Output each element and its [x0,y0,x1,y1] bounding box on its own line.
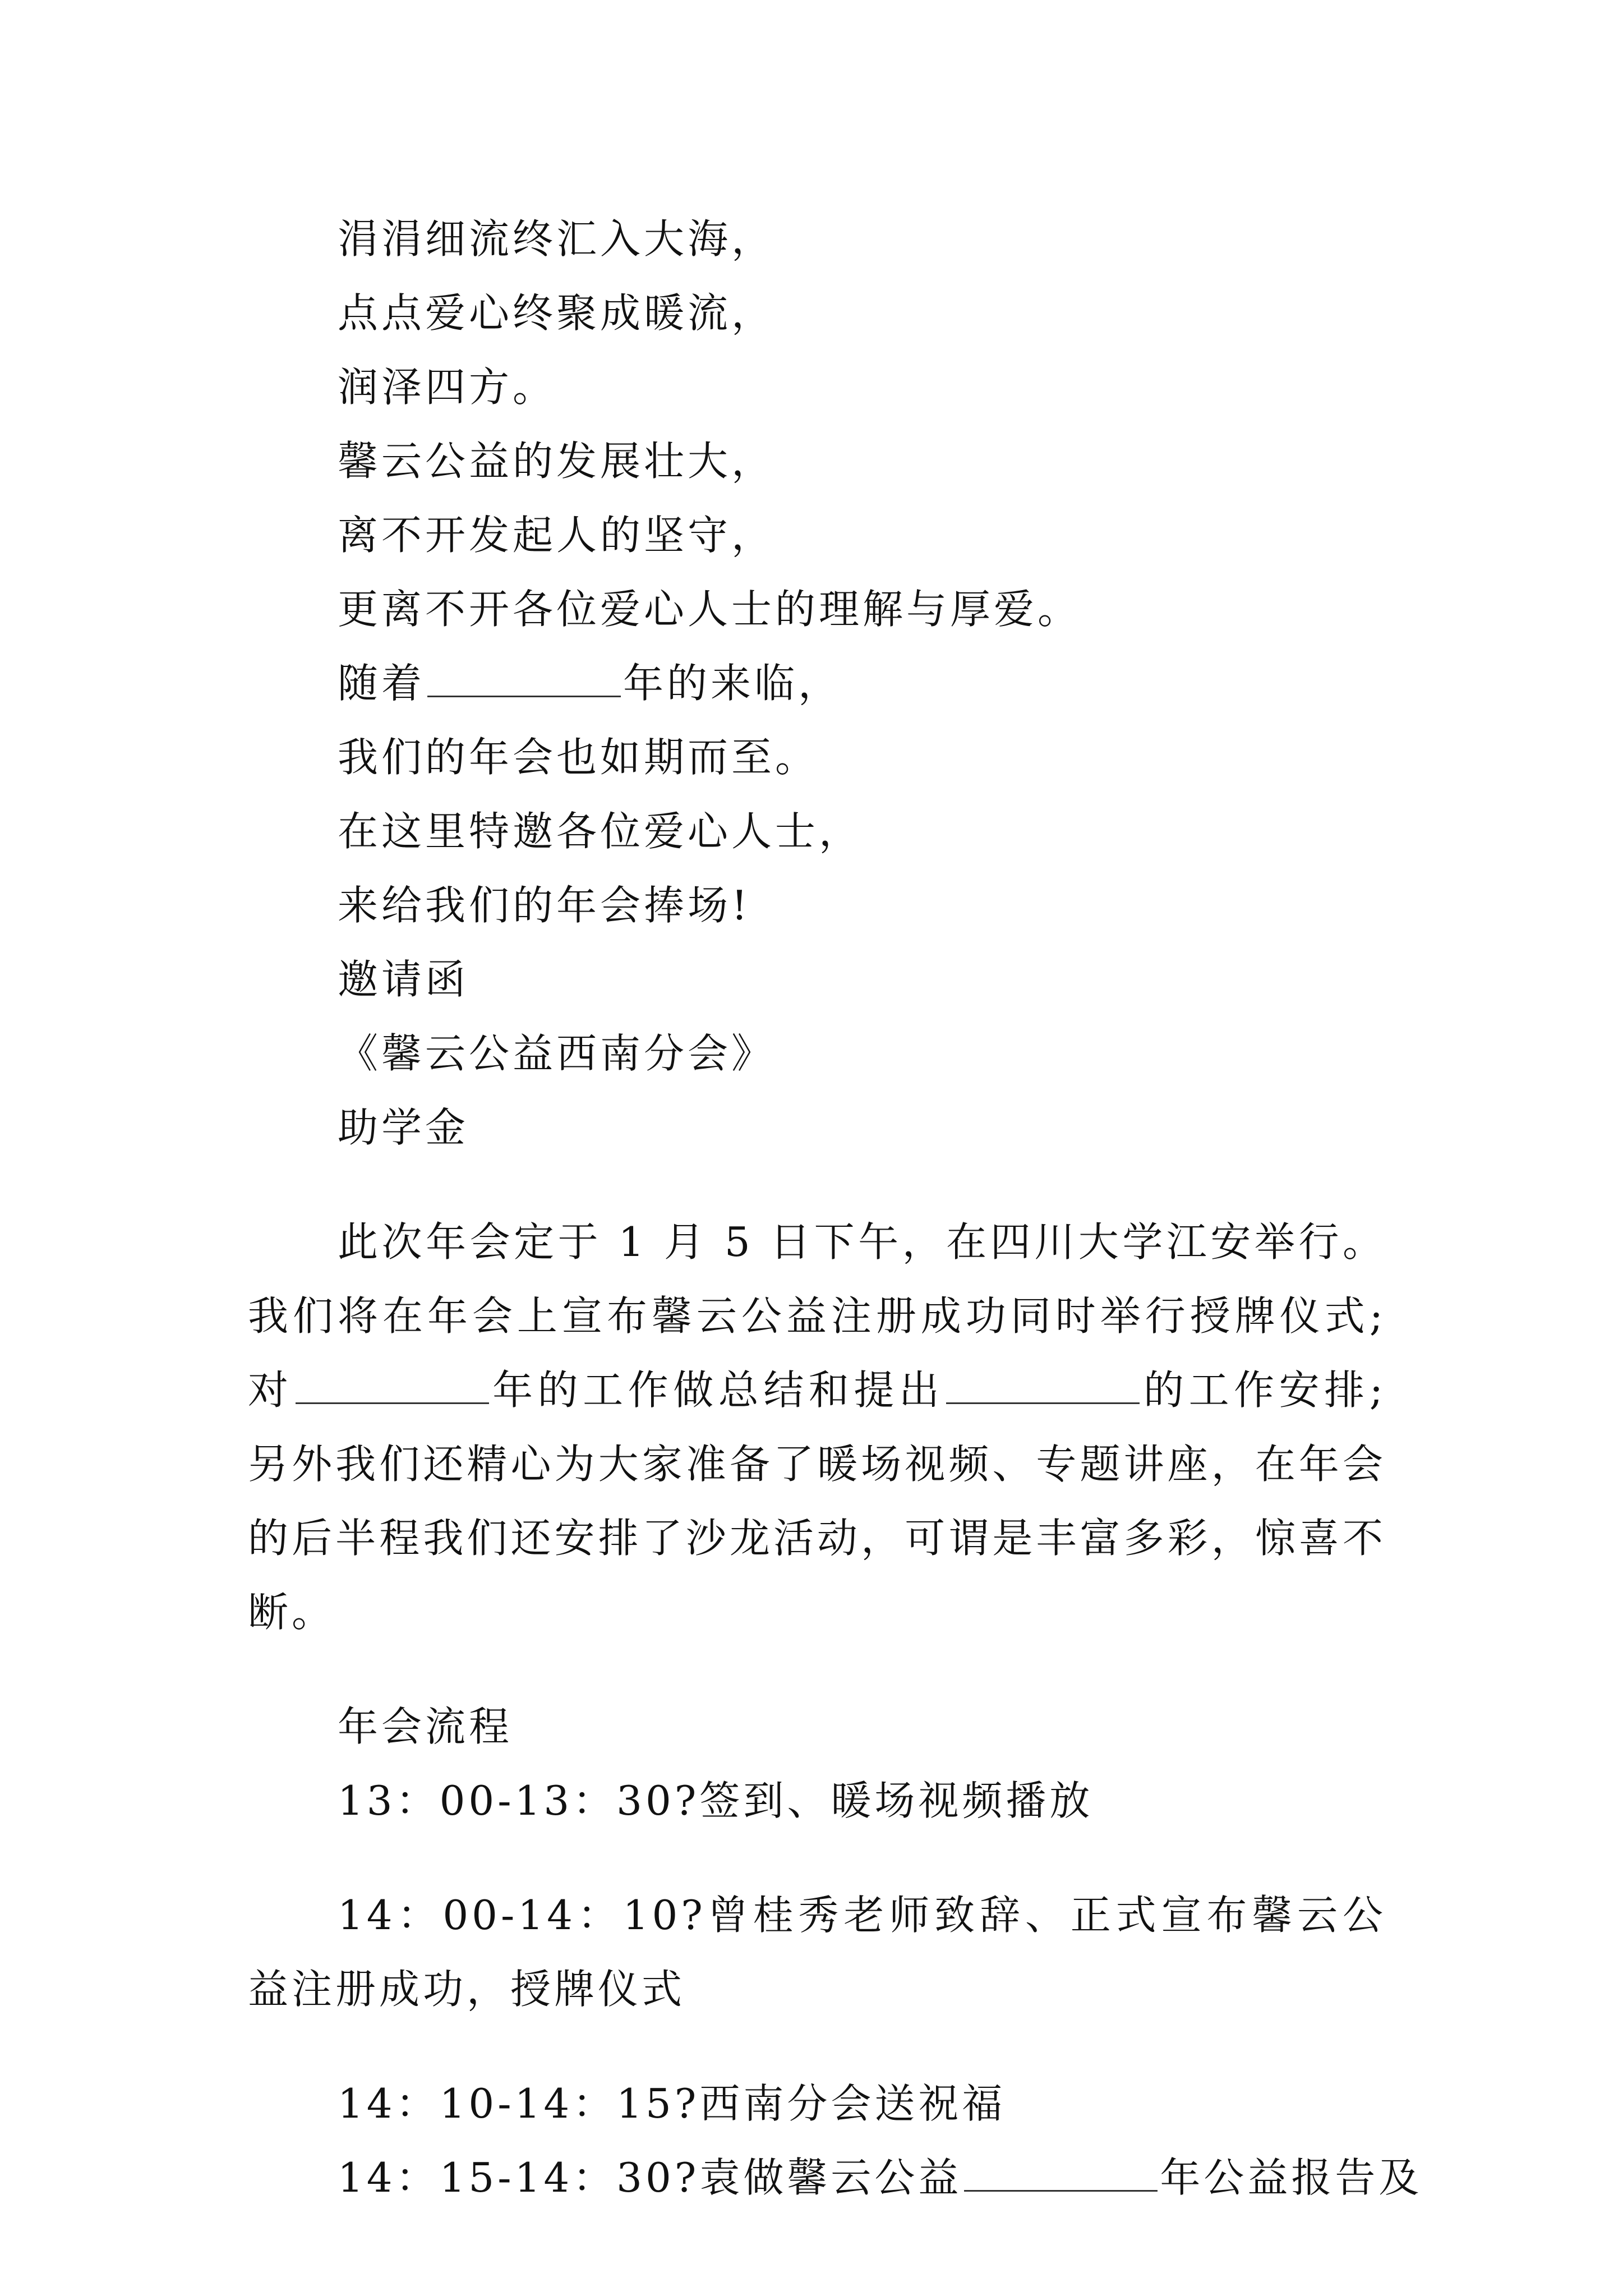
schedule-item-4-after: 年公益报告及 [1160,2154,1423,2201]
paragraph-blank-1 [296,1400,489,1404]
event-paragraph [248,1205,1386,1649]
paragraph-part-2: 年的工作做总结和提出 [491,1366,944,1414]
text-line-3: 来给我们的年会捧场! [338,882,751,929]
text-line-2: 在这里特邀各位爱心人士， [338,808,863,855]
schedule-item-4-blank [964,2188,1158,2192]
organization-title: 《馨云公益西南分会》 [338,1030,776,1077]
paragraph-blank-2 [946,1400,1140,1404]
document-body [248,202,1423,2215]
poem-line-6: 更离不开各位爱心人士的理解与厚爱。 [338,586,1082,633]
schedule-item-2: 14：00-14：10?曾桂秀老师致辞、正式宣布馨云公益注册成功，授牌仪式 [248,1892,1386,2013]
paragraph-part-1: 此次年会定于 1 月 5 日下午，在四川大学江安举行。我们将在年会上宣布馨云公益注册成功同时举行授牌仪式;对 [248,1218,1386,1414]
schedule-item-4-before: 14：15-14：30?袁做馨云公益 [338,2154,962,2201]
text-line-1: 我们的年会也如期而至。 [338,734,819,781]
year-line-after: 年的来临， [623,660,842,707]
schedule-item-4 [248,2141,1423,2215]
schedule-item-3: 14：10-14：15?西南分会送祝福 [338,2080,1006,2127]
poem-line-4: 馨云公益的发展壮大， [338,438,776,485]
poem-line-2: 点点爱心终聚成暖流， [338,289,776,337]
year-line-before: 随着 [338,660,426,707]
year-blank [427,693,621,697]
year-line [248,646,1386,720]
invitation-heading: 邀请函 [338,956,469,1003]
poem-line-5: 离不开发起人的坚守， [338,512,776,559]
poem-line-3: 润泽四方。 [338,364,557,411]
paragraph-part-3: 的工作安排;另外我们还精心为大家准备了暖场视频、专题讲座，在年会的后半程我们还安排了沙龙活动，可谓是丰富多彩，惊喜不断。 [248,1366,1386,1636]
schedule-item-1: 13：00-13：30?签到、暖场视频播放 [338,1777,1094,1824]
scholarship-label: 助学金 [338,1104,469,1151]
poem-line-1: 涓涓细流终汇入大海， [338,215,776,263]
schedule-title: 年会流程 [338,1703,513,1750]
